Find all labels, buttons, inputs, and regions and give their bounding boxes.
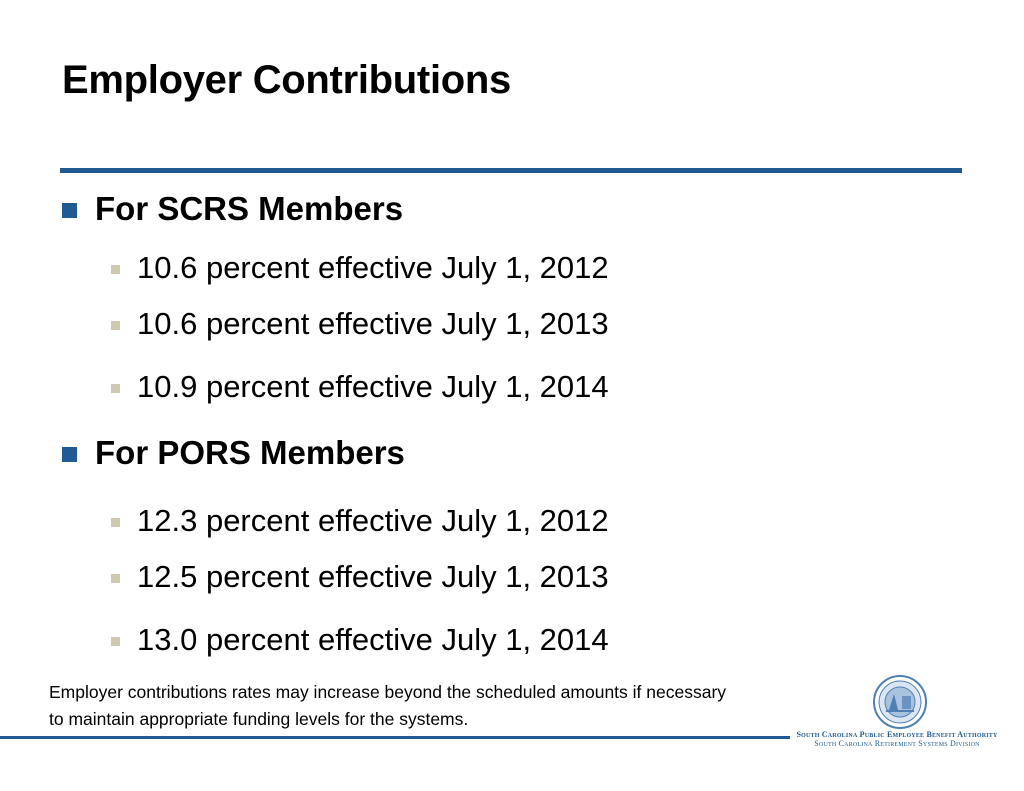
small-square-bullet-icon: [111, 637, 120, 646]
organization-name: [790, 730, 1004, 748]
section-heading-label: For SCRS Members: [95, 190, 404, 227]
list-item-label: 10.9 percent effective July 1, 2014: [137, 369, 609, 404]
footnote-line: to maintain appropriate funding levels for the systems.: [49, 709, 469, 729]
list-item-label: 10.6 percent effective July 1, 2012: [137, 250, 609, 285]
list-item-label: 13.0 percent effective July 1, 2014: [137, 622, 609, 657]
title-divider: [60, 168, 962, 173]
footnote: [49, 679, 879, 733]
small-square-bullet-icon: [111, 518, 120, 527]
small-square-bullet-icon: [111, 265, 120, 274]
footnote-line: Employer contributions rates may increase beyond the scheduled amounts if necessary: [49, 682, 727, 702]
list-item: [111, 250, 609, 286]
small-square-bullet-icon: [111, 574, 120, 583]
list-item: [111, 369, 609, 405]
section-heading-label: For PORS Members: [95, 434, 405, 471]
list-item: [111, 306, 609, 342]
list-item-label: 12.5 percent effective July 1, 2013: [137, 559, 609, 594]
org-line-1: South Carolina Public Employee Benefit Authority: [796, 730, 998, 739]
square-bullet-icon: [62, 447, 77, 462]
list-item-label: 10.6 percent effective July 1, 2013: [137, 306, 609, 341]
section-heading-scrs: [62, 190, 403, 228]
slide-title: Employer Contributions: [62, 58, 511, 102]
state-seal-icon: [872, 674, 928, 730]
org-line-2: South Carolina Retirement Systems Division: [814, 739, 980, 748]
section-heading-pors: [62, 434, 405, 472]
list-item: [111, 559, 609, 595]
small-square-bullet-icon: [111, 384, 120, 393]
square-bullet-icon: [62, 203, 77, 218]
list-item: [111, 503, 609, 539]
list-item-label: 12.3 percent effective July 1, 2012: [137, 503, 609, 538]
small-square-bullet-icon: [111, 321, 120, 330]
list-item: [111, 622, 609, 658]
